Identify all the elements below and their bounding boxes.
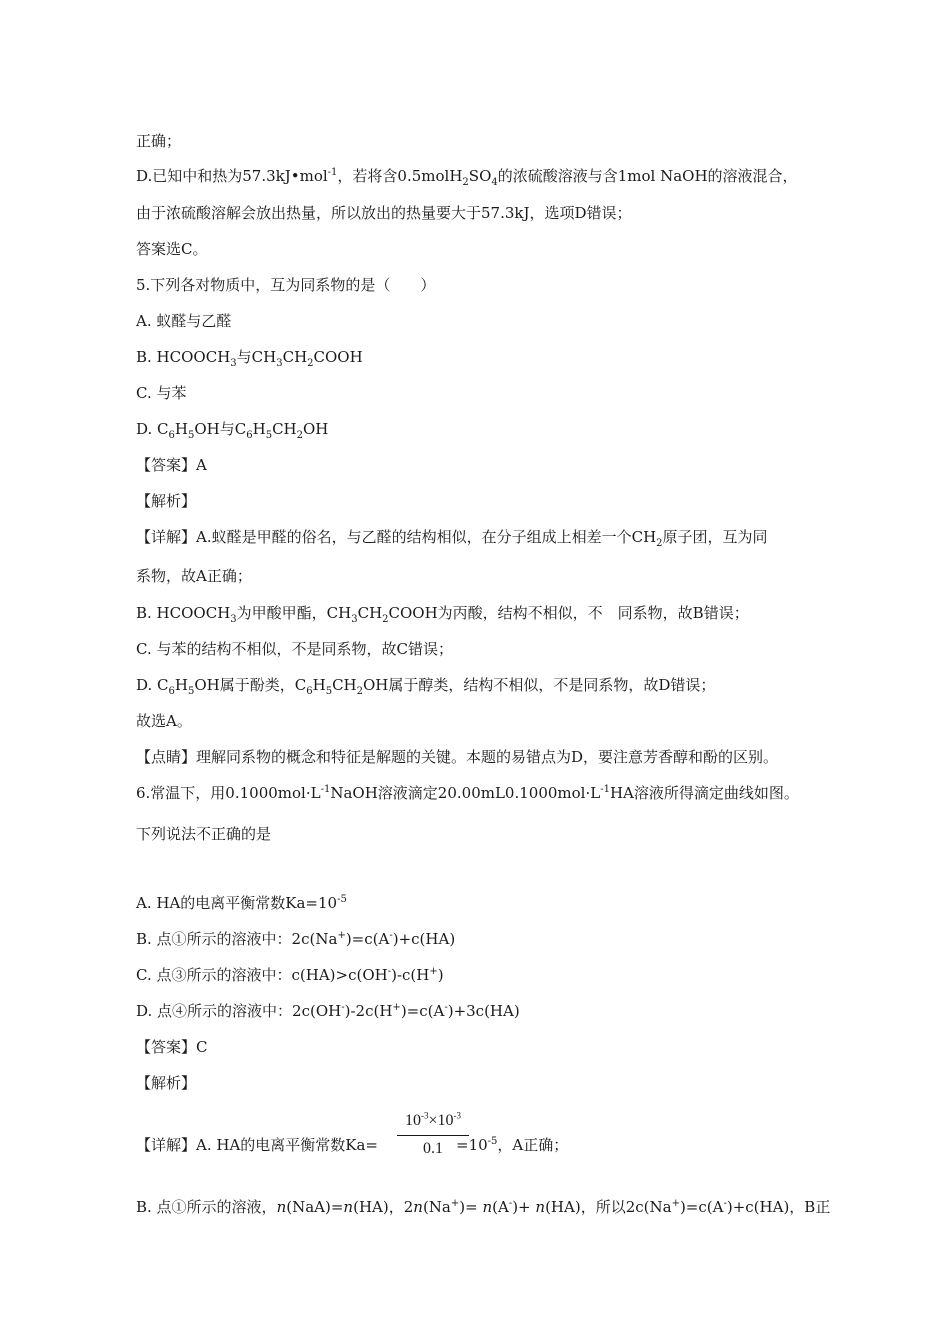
text-line: C. 与苯的结构不相似，不是同系物，故C错误；: [136, 640, 453, 658]
text-line: 正确；: [136, 132, 182, 150]
option-a: A. HA的电离平衡常数$Ka=10^{-5}$: [136, 894, 347, 912]
text-line: B. 点①所示的溶液，n(NaA)=n(HA)，2n(Na+)= n(A-)+ n(HA)，所以2c(Na+)=c(A-)+c(HA)，B正: [136, 1198, 831, 1216]
analysis-label: 【解析】: [136, 492, 197, 510]
fraction-numerator: $10^{-3}\times 10^{-3}$: [404, 1110, 462, 1129]
text-line: 答案选C。: [136, 240, 208, 258]
option-b: B. 点①所示的溶液中：2c(Na+)=c(A-)+c(HA): [136, 930, 456, 948]
option-a: A. 蚁醛与乙醛: [136, 312, 232, 330]
text-line: 下列说法不正确的是: [136, 825, 272, 843]
analysis-label: 【解析】: [136, 1074, 197, 1092]
fraction-denominator: 0.1: [423, 1140, 443, 1157]
text-line: 【详解】A.蚁醛是甲醛的俗名，与乙醛的结构相似，在分子组成上相差一个$CH_2$原子团，互为同: [136, 528, 768, 549]
answer-label: 【答案】C: [136, 1038, 208, 1056]
option-d: D. $C_6H_5OH$与$C_6H_5CH_2OH$: [136, 420, 329, 441]
text-line: B. $HCOOCH_3$为甲酸甲酯，$CH_3CH_2COOH$为丙酸，结构不相似，不 同系物，故B错误；: [136, 604, 749, 625]
text-line: D.已知中和热为57.3kJ•mol$^{-1}$，若将含$0.5molH_2SO_4$的浓硫酸溶液与含1mol NaOH的溶液混合，: [136, 167, 798, 188]
option-d: D. 点④所示的溶液中：2c(OH-)-2c(H+)=c(A-)+3c(HA): [136, 1002, 520, 1020]
answer-label: 【答案】A: [136, 456, 207, 474]
text-line: 【点睛】理解同系物的概念和特征是解题的关键。本题的易错点为D，要注意芳香醇和酚的区别。: [136, 748, 779, 766]
fraction-bar: [397, 1135, 469, 1136]
ka-fraction: [397, 1110, 469, 1160]
text-line: 【详解】A. HA的电离平衡常数$Ka= =10^{-5}$，A正确；: [136, 1136, 569, 1154]
text-line: 故选A。: [136, 712, 192, 730]
option-b: B. $HCOOCH_3$与$CH_3CH_2COOH$: [136, 348, 363, 369]
question-6: 6.常温下，用$0.1000mol\cdot L^{-1}NaOH$溶液滴定$20.00mL0.1000mol\cdot L^{-1}HA$溶液所得滴定曲线如图。: [136, 784, 799, 802]
text-line: 系物，故A正确；: [136, 567, 252, 585]
option-c: C. 与苯: [136, 384, 187, 402]
question-5: 5.下列各对物质中，互为同系物的是（ ）: [136, 276, 436, 294]
option-c: C. 点③所示的溶液中：c(HA)>c(OH-)-c(H+): [136, 966, 444, 984]
text-line: 由于浓硫酸溶解会放出热量，所以放出的热量要大于57.3kJ，选项D错误；: [136, 204, 632, 222]
text-line: D. $C_6H_5OH$属于酚类，$C_6H_5CH_2OH$属于醇类，结构不相似，不是同系物，故D错误；: [136, 676, 716, 697]
